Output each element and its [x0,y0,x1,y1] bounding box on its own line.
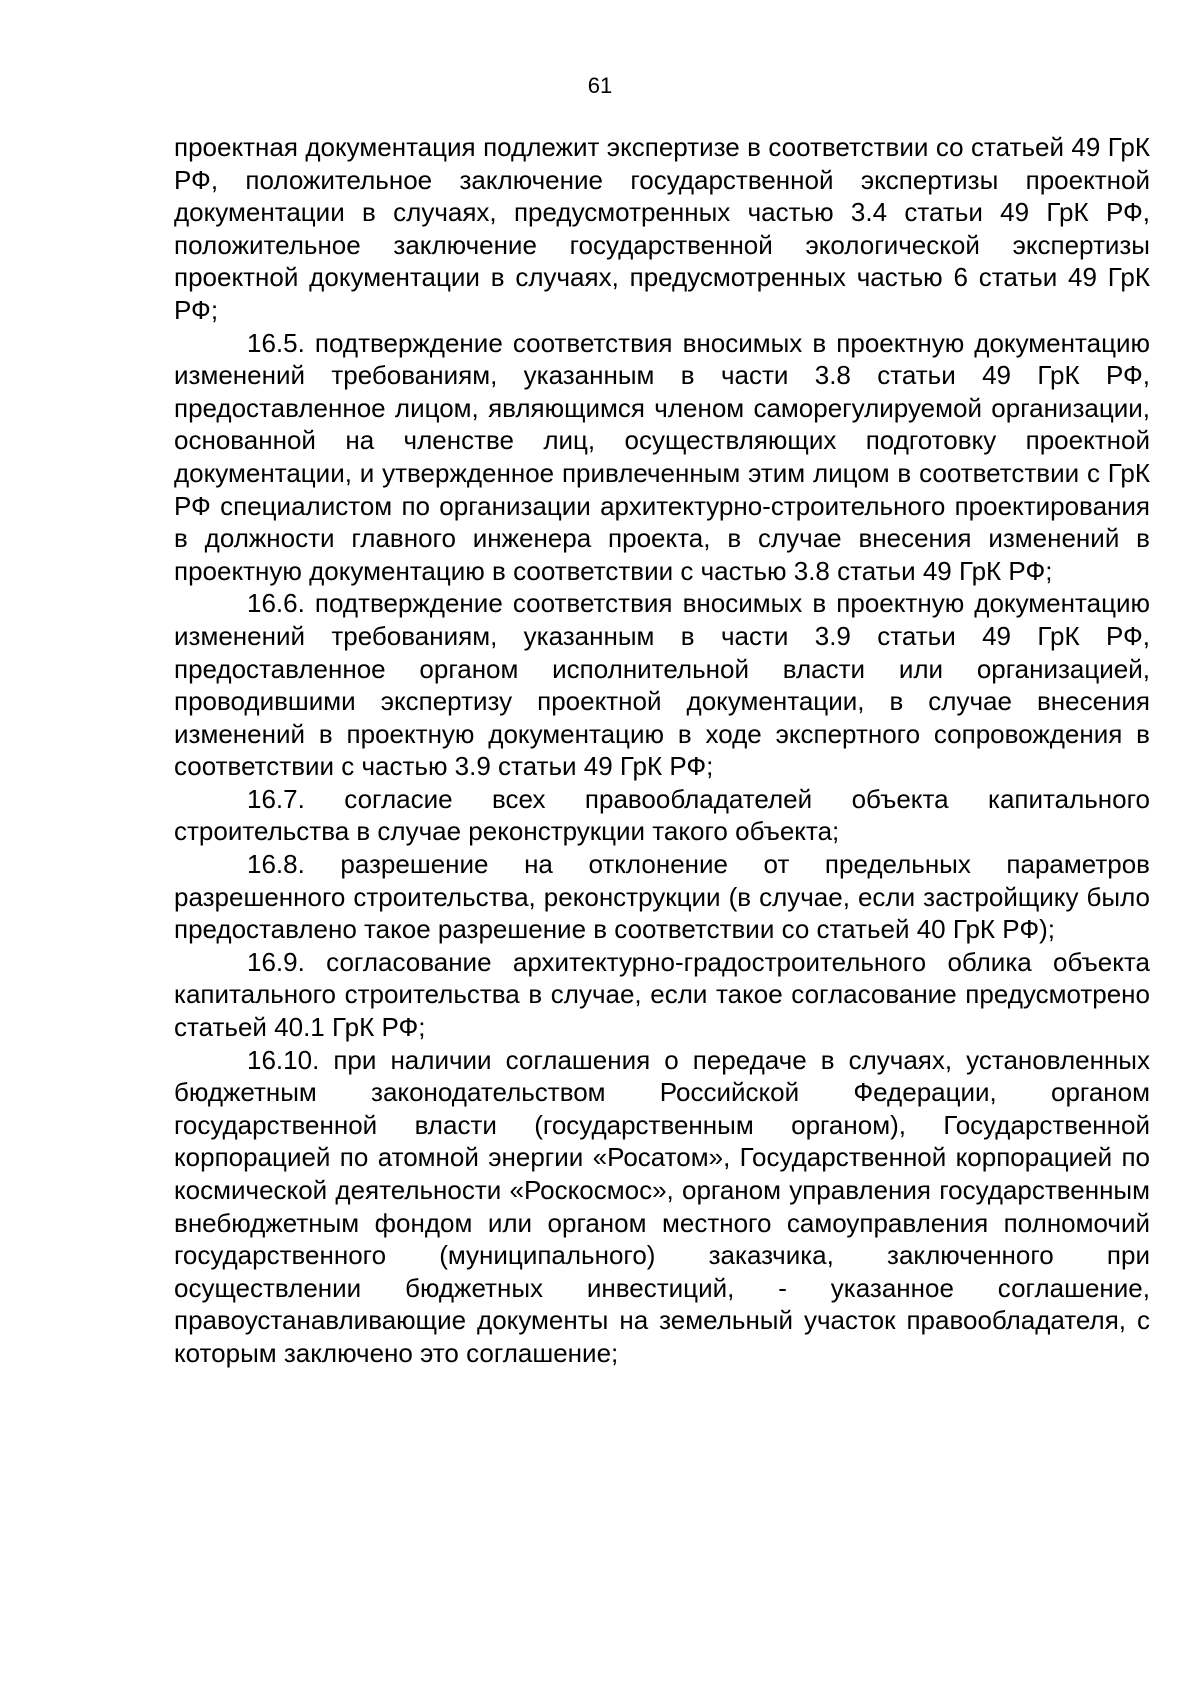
paragraph-16-5: 16.5. подтверждение соответствия вносимых в проектную документацию изменений требованиям, указанным в части 3.8 статьи 49 ГрК РФ, предоставленное лицом, являющимся членом саморегулируемой организации, основанной на членстве лиц, осуществляющих подготовку проектной документации, и утвержденное привлеченным этим лицом в соответствии с ГрК РФ специалистом по организации архитектурно-строительного проектирования в должности главного инженера проекта, в случае внесения изменений в проектную документацию в соответствии с частью 3.8 статьи 49 ГрК РФ; [174,327,1150,586]
paragraph-16-8: 16.8. разрешение на отклонение от предельных параметров разрешенного строительства, реконструкции (в случае, если застройщику было предоставлено такое разрешение в соответствии со статьей 40 ГрК РФ); [174,849,1150,945]
paragraph-16-7: 16.7. согласие всех правообладателей объекта капитального строительства в случае реконструкции такого объекта; [174,783,1150,847]
paragraph-16-9: 16.9. согласование архитектурно-градостроительного облика объекта капитального строительства в случае, если такое согласование предусмотрено статьей 40.1 ГрК РФ; [174,946,1150,1043]
page-number: 61 [587,73,613,98]
paragraph-16-10: 16.10. при наличии соглашения о передаче в случаях, установленных бюджетным законодательством Российской Федерации, органом государственной власти (государственным органом), Государственной корпорацией по атомной энергии «Росатом», Государственной корпорацией по космической деятельности «Роскосмос», органом управления государственным внебюджетным фондом или органом местного самоуправления полномочий государственного (муниципального) заказчика, заключенного при осуществлении бюджетных инвестиций, - указанное соглашение, правоустанавливающие документы на земельный участок правообладателя, с которым заключено это соглашение; [174,1044,1150,1368]
document-body [174,131,1150,1370]
paragraph-16-6: 16.6. подтверждение соответствия вносимых в проектную документацию изменений требованиям, указанным в части 3.9 статьи 49 ГрК РФ, предоставленное органом исполнительной власти или организацией, проводившими экспертизу проектной документации, в случае внесения изменений в проектную документацию в ходе экспертного сопровождения в соответствии с частью 3.9 статьи 49 ГрК РФ; [174,588,1150,782]
paragraph-continuation: проектная документация подлежит экспертизе в соответствии со статьей 49 ГрК РФ, положительное заключение государственной экспертизы проектной документации в случаях, предусмотренных частью 3.4 статьи 49 ГрК РФ, положительное заключение государственной экологической экспертизы проектной документации в случаях, предусмотренных частью 6 статьи 49 ГрК РФ; [174,132,1150,325]
